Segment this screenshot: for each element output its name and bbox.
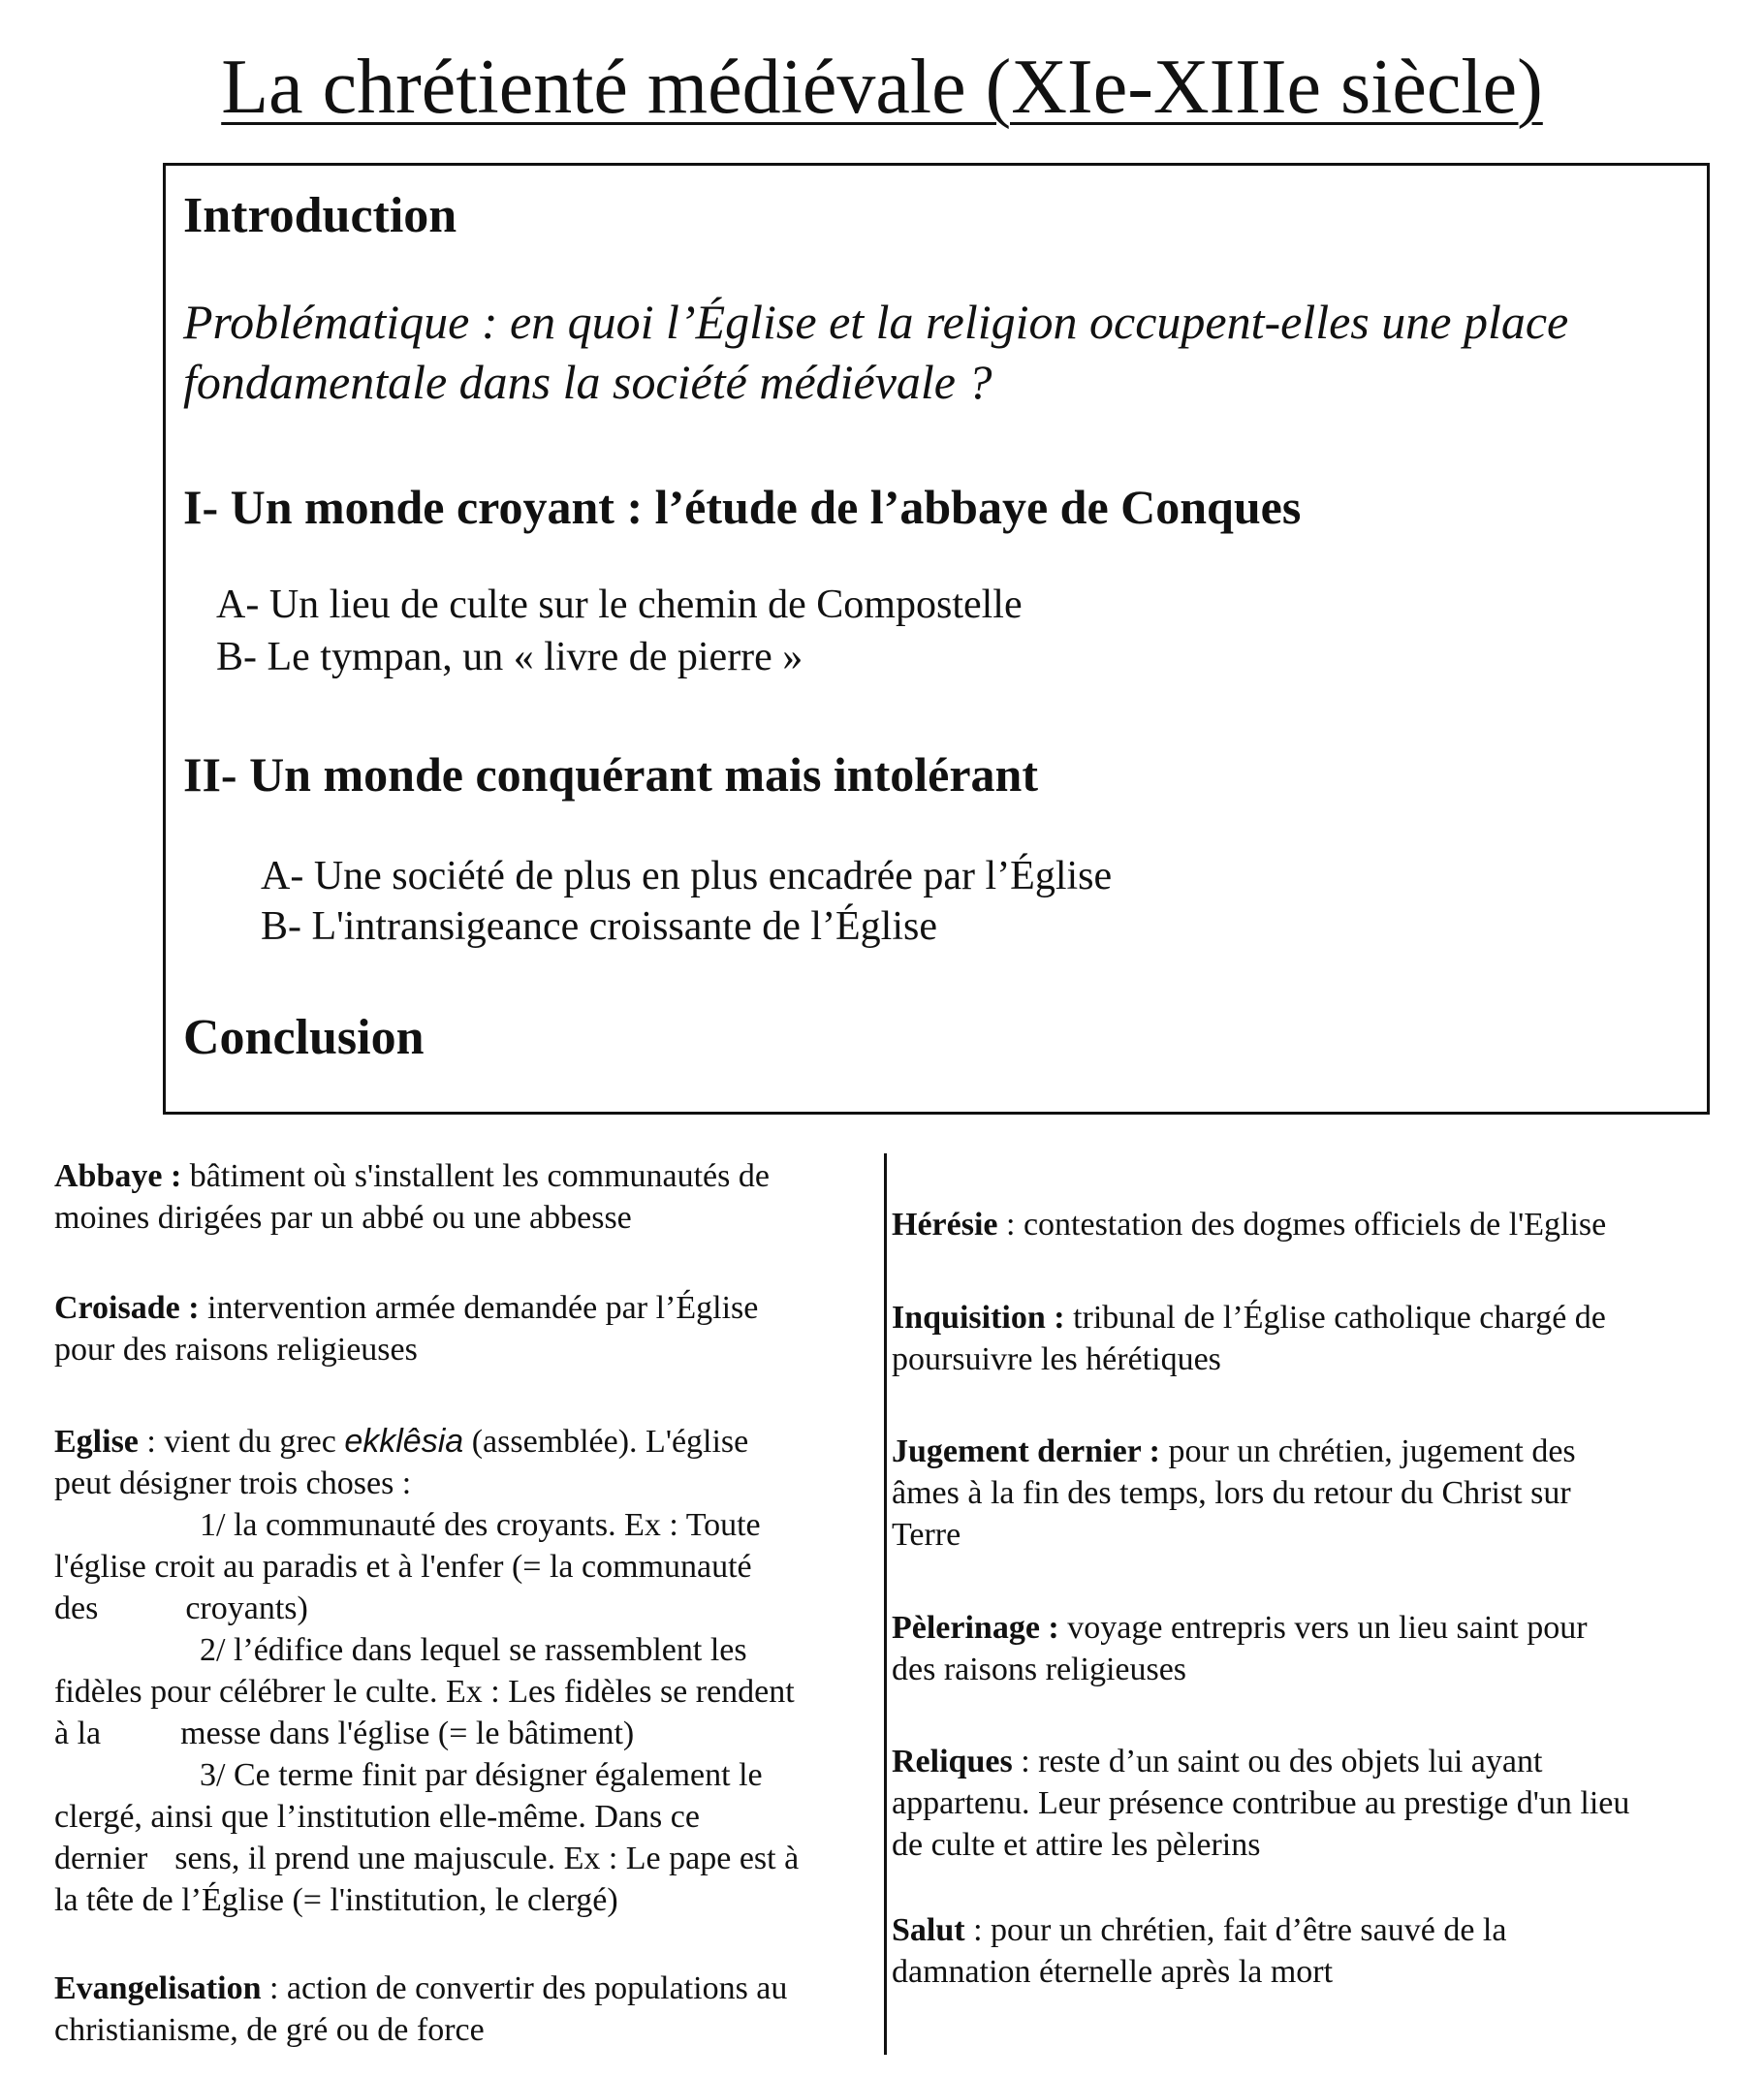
glossary-definition: bâtiment où s'installent les communautés de [181,1158,770,1194]
glossary-entry-croisade [54,1287,758,1370]
glossary-definition: clergé, ainsi que l’institution elle-même. Dans ce [54,1799,700,1835]
glossary-entry-reliques [892,1741,1629,1866]
part1-heading [183,476,1301,538]
glossary-definition: tribunal de l’Église catholique chargé de [1064,1300,1606,1336]
glossary-definition: (assemblée). L'église [463,1424,749,1460]
page-title: La chrétienté médiévale (XIe-XIIIe siècle) [221,45,1543,130]
glossary-term: Evangelisation [54,1970,262,2006]
glossary-term: Inquisition : [892,1300,1065,1336]
glossary-term: Eglise [54,1424,139,1460]
glossary-definition: croyants) [185,1590,308,1626]
glossary-definition: des raisons religieuses [892,1652,1187,1687]
glossary-term: Reliques [892,1744,1013,1779]
introduction-heading: Introduction [183,188,457,243]
glossary-entry-salut [892,1909,1506,1993]
problematique-label: Problématique : [183,295,498,349]
glossary-definition: appartenu. Leur présence contribue au prestige d'un lieu [892,1785,1630,1821]
glossary-definition: christianisme, de gré ou de force [54,2012,485,2048]
glossary-term: Salut [892,1912,965,1948]
glossary-entry-heresie [892,1204,1606,1245]
part2-section-b: B- L'intransigeance croissante de l’Église [261,904,937,949]
problematique-line1: en quoi l’Église et la religion occupent-elles une place [509,295,1569,349]
glossary-entry-jugement-dernier [892,1431,1576,1556]
part1-section-b: B- Le tympan, un « livre de pierre » [216,635,803,679]
part1-section-a: A- Un lieu de culte sur le chemin de Compostelle [216,582,1023,627]
glossary-definition: à la [54,1716,102,1751]
glossary-definition: : contestation des dogmes officiels de l'Eglise [997,1207,1607,1243]
glossary-definition: pour un chrétien, jugement des [1159,1433,1576,1469]
glossary-definition: âmes à la fin des temps, lors du retour du Christ sur [892,1475,1571,1511]
glossary-definition: la tête de l’Église (= l'institution, le clergé) [54,1882,618,1918]
glossary-entry-inquisition [892,1297,1606,1380]
part1-title: Un monde croyant [230,480,614,534]
glossary-definition: voyage entrepris vers un lieu saint pour [1058,1610,1588,1646]
glossary-term: Hérésie [892,1207,998,1243]
glossary-definition: pour des raisons religieuses [54,1332,418,1368]
glossary-definition: : vient du grec [138,1424,345,1460]
glossary-entry-pelerinage [892,1607,1588,1690]
glossary-definition: 3/ Ce terme finit par désigner également le [200,1757,763,1793]
problematique [183,292,1568,412]
glossary-definition: moines dirigées par un abbé ou une abbesse [54,1200,632,1236]
glossary-definition: : action de convertir des populations au [261,1970,788,2006]
glossary-term: Jugement dernier : [892,1433,1160,1469]
glossary-definition: : reste d’un saint ou des objets lui ayant [1012,1744,1543,1779]
glossary-definition: sens, il prend une majuscule. Ex : Le pape est à [174,1841,800,1876]
conclusion-heading: Conclusion [183,1010,425,1065]
part2-heading: II- Un monde conquérant mais intolérant [183,747,1038,802]
glossary-entry-evangelisation [54,1968,787,2051]
glossary-definition: dernier [54,1841,148,1876]
glossary-definition: poursuivre les hérétiques [892,1341,1221,1377]
glossary-column-divider [884,1153,887,2055]
lesson-plan-box [163,163,1710,1115]
glossary-definition: peut désigner trois choses : [54,1465,412,1501]
glossary-definition: de culte et attire les pèlerins [892,1827,1261,1863]
glossary-term: Pèlerinage : [892,1610,1059,1646]
glossary-definition: messe dans l'église (= le bâtiment) [180,1716,635,1751]
part2-section-a: A- Une société de plus en plus encadrée par l’Église [261,854,1113,898]
glossary-entry-abbaye [54,1155,770,1239]
part1-subtitle: : l’étude de l’abbaye de Conques [614,480,1302,534]
glossary-entry-eglise [54,1421,799,1921]
glossary-definition: damnation éternelle après la mort [892,1954,1334,1990]
glossary-definition: : pour un chrétien, fait d’être sauvé de la [964,1912,1507,1948]
glossary-definition: l'église croit au paradis et à l'enfer (= la communauté [54,1549,752,1585]
glossary-term: Abbaye : [54,1158,182,1194]
problematique-line2: fondamentale dans la société médiévale ? [183,355,992,409]
greek-word: ekklêsia [344,1423,464,1460]
glossary-definition: 2/ l’édifice dans lequel se rassemblent les [200,1632,747,1668]
part1-number: I- [183,480,219,534]
glossary-term: Croisade : [54,1290,200,1326]
glossary-definition: des [54,1590,99,1626]
glossary-definition: intervention armée demandée par l’Église [199,1290,759,1326]
glossary-definition: fidèles pour célébrer le culte. Ex : Les fidèles se rendent [54,1674,795,1710]
glossary-definition: Terre [892,1517,961,1553]
glossary-definition: 1/ la communauté des croyants. Ex : Toute [200,1507,761,1543]
